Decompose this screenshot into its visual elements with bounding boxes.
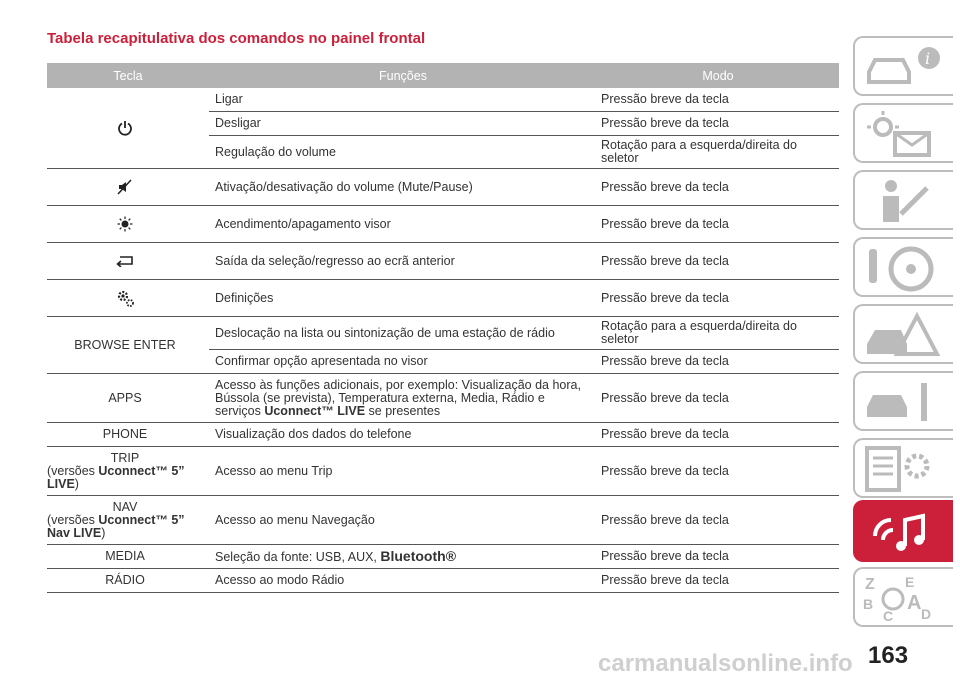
table-row (47, 280, 839, 317)
watermark: carmanualsonline.info (598, 650, 853, 677)
function-cell (209, 374, 597, 423)
function-cell: Desligar (209, 112, 597, 136)
function-cell: Definições (209, 280, 597, 317)
mode-cell: Rotação para a esquerda/direita do seletor (597, 136, 839, 169)
key-cell: PHONE (47, 423, 209, 447)
svg-text:B: B (863, 596, 874, 612)
key-note: ) (74, 476, 79, 491)
table-row (47, 243, 839, 280)
table-row (47, 317, 839, 350)
back-icon (47, 243, 209, 280)
mode-cell: Pressão breve da tecla (597, 496, 839, 545)
mode-cell: Pressão breve da tecla (597, 280, 839, 317)
svg-text:E: E (905, 574, 915, 590)
mode-cell: Pressão breve da tecla (597, 243, 839, 280)
index-icon (861, 573, 941, 623)
tab-index[interactable] (853, 567, 953, 627)
tab-safety[interactable] (853, 170, 953, 230)
key-cell: RÁDIO (47, 569, 209, 593)
svg-text:i: i (925, 49, 931, 68)
mode-cell: Pressão breve da tecla (597, 545, 839, 569)
key-cell: MEDIA (47, 545, 209, 569)
key-name: TRIP (110, 450, 140, 465)
mode-cell: Pressão breve da tecla (597, 206, 839, 243)
table-row (47, 423, 839, 447)
tab-emergency[interactable] (853, 304, 953, 364)
starting-driving-icon (861, 243, 941, 293)
mode-cell: Rotação para a esquerda/direita do seletor (597, 317, 839, 350)
function-cell: Saída da seleção/regresso ao ecrã anterior (209, 243, 597, 280)
table-row (47, 374, 839, 423)
function-cell: Acesso ao menu Trip (209, 447, 597, 496)
mode-cell: Pressão breve da tecla (597, 169, 839, 206)
function-text: Seleção da fonte: USB, AUX, (215, 549, 381, 564)
header-functions: Funções (209, 63, 597, 88)
power-icon (47, 88, 209, 169)
safety-icon (861, 176, 941, 226)
mode-cell: Pressão breve da tecla (597, 88, 839, 112)
function-text: se presentes (368, 403, 441, 418)
mode-cell: Pressão breve da tecla (597, 569, 839, 593)
emergency-icon (861, 310, 941, 360)
function-cell: Ligar (209, 88, 597, 112)
function-cell: Visualização dos dados do telefone (209, 423, 597, 447)
table-row (47, 447, 839, 496)
key-cell (47, 496, 209, 545)
tab-technical-data[interactable] (853, 438, 953, 498)
mode-cell: Pressão breve da tecla (597, 423, 839, 447)
key-cell: BROWSE ENTER (47, 317, 209, 374)
car-info-icon (861, 42, 941, 92)
tab-starting-driving[interactable] (853, 237, 953, 297)
tab-maintenance[interactable] (853, 371, 953, 431)
key-note: ) (101, 525, 106, 540)
table-row (47, 169, 839, 206)
mode-cell: Pressão breve da tecla (597, 374, 839, 423)
mute-icon (47, 169, 209, 206)
function-cell: Ativação/desativação do volume (Mute/Pause) (209, 169, 597, 206)
technical-data-icon (861, 444, 941, 494)
function-cell (209, 545, 597, 569)
svg-text:A: A (907, 592, 922, 614)
function-text: Acesso às funções adicionais, por exemplo: Visualização da hora, Bússola (se prevista), Temperatura externa, Media, Rádio e serviços (215, 377, 581, 418)
key-cell: APPS (47, 374, 209, 423)
settings-gear-icon (47, 280, 209, 317)
key-note-bold: Uconnect™ 5” LIVE (47, 463, 185, 491)
commands-table (47, 63, 839, 593)
tab-car-info[interactable] (853, 36, 953, 96)
function-cell: Acesso ao menu Navegação (209, 496, 597, 545)
svg-text:D: D (921, 606, 932, 622)
svg-text:C: C (883, 608, 894, 623)
bluetooth-logo: Bluetooth® (380, 547, 457, 564)
tab-multimedia[interactable] (853, 500, 953, 562)
function-cell: Acendimento/apagamento visor (209, 206, 597, 243)
tab-warning-lights[interactable] (853, 103, 953, 163)
mode-cell: Pressão breve da tecla (597, 112, 839, 136)
key-note: (versões (47, 512, 99, 527)
key-note: (versões (47, 463, 99, 478)
table-row (47, 206, 839, 243)
function-cell: Deslocação na lista ou sintonização de uma estação de rádio (209, 317, 597, 350)
header-mode: Modo (597, 63, 839, 88)
key-note-bold: Uconnect™ 5” Nav LIVE (47, 512, 185, 540)
table-row (47, 88, 839, 112)
key-cell (47, 447, 209, 496)
function-cell: Regulação do volume (209, 136, 597, 169)
svg-text:Z: Z (865, 576, 875, 593)
table-row (47, 545, 839, 569)
mode-cell: Pressão breve da tecla (597, 350, 839, 374)
multimedia-icon (861, 506, 941, 558)
table-row (47, 569, 839, 593)
key-name: NAV (112, 499, 138, 514)
page-number: 163 (868, 642, 909, 669)
warning-lights-icon (861, 109, 941, 159)
display-brightness-icon (47, 206, 209, 243)
function-bold: Uconnect™ LIVE (264, 403, 366, 418)
page-title: Tabela recapitulativa dos comandos no painel frontal (47, 30, 426, 47)
function-cell: Acesso ao modo Rádio (209, 569, 597, 593)
mode-cell: Pressão breve da tecla (597, 447, 839, 496)
header-key: Tecla (47, 63, 209, 88)
maintenance-icon (861, 377, 941, 427)
function-cell: Confirmar opção apresentada no visor (209, 350, 597, 374)
table-row (47, 496, 839, 545)
